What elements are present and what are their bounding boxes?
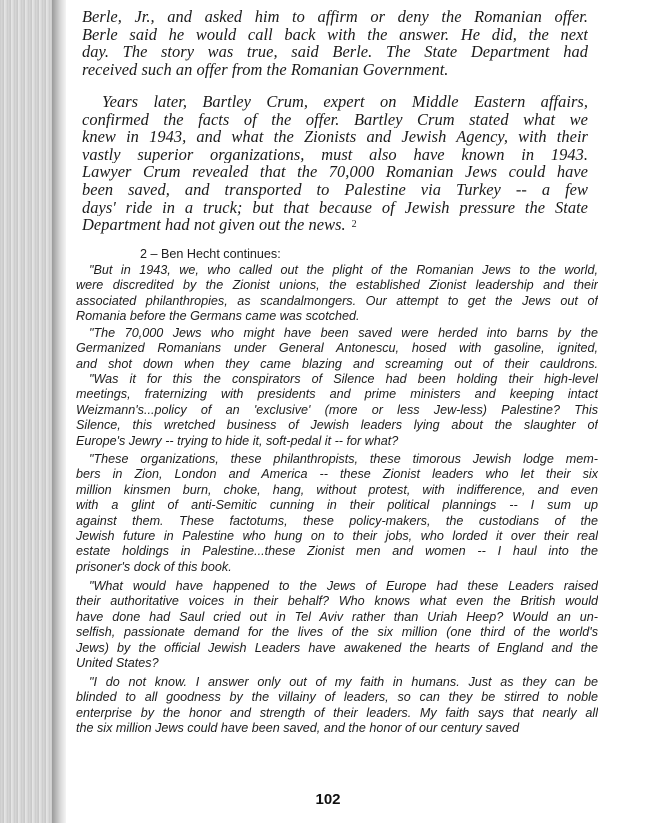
text-line: knew in 1943, and what the Zionists and Jewish Agency, with their [82, 128, 588, 146]
quote-line: blinded to all goodness by the villainy of leaders, so can they be stirred to noble [76, 690, 598, 705]
quote-block-2 [76, 326, 598, 372]
quote-line: associated philanthropies, as scandalmongers. Our attempt to get the Jews out of [76, 293, 598, 308]
quote-line: Weizmann's...policy of an 'exclusive' (more or less Jew-less) Palestine? This [76, 402, 598, 417]
quote-line: against them. These factotums, these policy-makers, the custodians of the [76, 513, 598, 528]
quote-line: "What would have happened to the Jews of Europe had these Leaders raised [89, 579, 598, 593]
quote-line: "These organizations, these philanthropists, these timorous Jewish lodge mem- [89, 452, 598, 466]
text-line: been saved, and transported to Palestine via Turkey -- a few [82, 180, 588, 199]
text-line: received such an offer from the Romanian Government. [82, 60, 449, 79]
quote-line: "The 70,000 Jews who might have been saved were herded into barns by the [89, 326, 598, 340]
text-line: Berle, Jr., and asked him to affirm or deny the Romanian offer. [82, 8, 588, 26]
quote-line: bers in Zion, London and America -- these Zionist leaders who let their six [76, 467, 598, 482]
text-line: confirmed the facts of the offer. Bartley Crum stated what we [82, 110, 588, 129]
quote-line: "But in 1943, we, who called out the plight of the Romanian Jews to the world, [89, 263, 598, 277]
quote-block-1 [76, 263, 598, 325]
text-line: day. The story was true, said Berle. The State Department had [82, 43, 588, 61]
quote-line: and shot down when they came blazing and screaming out of their cauldrons. [76, 356, 598, 371]
quote-line: their authoritative voices in their behalf? Who knows what even the British would [76, 594, 598, 609]
quote-block-5 [76, 579, 598, 671]
quote-line: enterprise by the honor and strength of their leaders. My faith says that nearly all [76, 705, 598, 720]
quote-line: prisoner's dock of this book. [76, 559, 232, 574]
quote-block-6 [76, 675, 598, 737]
quote-line: Jewish future in Palestine who hung on to their jobs, who lorded it over their real [76, 529, 598, 544]
text-line: days' ride in a truck; but that because of Jewish pressure the State [82, 198, 588, 217]
quote-line: estate holdings in Palestine...these Zionist men and women -- I haul into the [76, 544, 598, 559]
quote-line: with a glint of anti-Semitic cunning in their political plannings -- I sum up [76, 498, 598, 513]
quote-block-3 [76, 372, 598, 449]
binding-shadow [52, 0, 66, 823]
quote-line: United States? [76, 656, 159, 671]
text-line [82, 216, 588, 234]
section-heading: 2 – Ben Hecht continues: [140, 247, 281, 261]
quote-line: "I do not know. I answer only out of my faith in humans. Just as they can be [89, 675, 598, 689]
footnote-marker: 2 [351, 219, 357, 231]
quote-line: Europe's Jewry -- trying to hide it, soft-pedal it -- for what? [76, 433, 399, 448]
quote-line: Romania before the Germans came was scotched. [76, 309, 360, 324]
text-line: Berle said he would call back with the answer. He did, the next [82, 25, 588, 44]
text-line-content: Department had not given out the news. [82, 216, 346, 234]
quote-line: Jews) by the official Jewish Leaders have awakened the hearts of England and the [76, 640, 598, 655]
quote-line: have done had Saul cried out in Tel Aviv rather than Uriah Heep? Would an un- [76, 609, 598, 624]
quote-line: "Was it for this the conspirators of Silence had been holding their high-level [89, 372, 598, 386]
text-line: Lawyer Crum revealed that the 70,000 Romanian Jews could have [82, 163, 588, 181]
text-line: vastly superior organizations, must also have known in 1943. [82, 145, 588, 164]
quote-line: Silence, this wretched business of Jewish leaders lying about the slaughter of [76, 418, 598, 433]
paragraph-bartley-crum [82, 93, 588, 234]
page-number: 102 [315, 791, 341, 808]
paragraph-berle [82, 8, 588, 78]
quote-line: selfish, passionate demand for the lives of the six million (one third of the world's [76, 625, 598, 640]
quote-line: were discredited by the Zionist unions, the established Zionist leadership and their [76, 278, 598, 293]
quote-block-4 [76, 452, 598, 575]
quote-line: meetings, fraternizing with presidents and prime ministers and keeping intact [76, 387, 598, 402]
quote-line: Germanized Romanians under General Antonescu, hosed with gasoline, ignited, [76, 341, 598, 356]
quote-line: the six million Jews could have been saved, and the honor of our century saved [76, 721, 520, 736]
quote-line: million kinsmen burn, choke, hang, without protest, with indifference, and even [76, 482, 598, 497]
text-line: Years later, Bartley Crum, expert on Middle Eastern affairs, [102, 93, 588, 111]
